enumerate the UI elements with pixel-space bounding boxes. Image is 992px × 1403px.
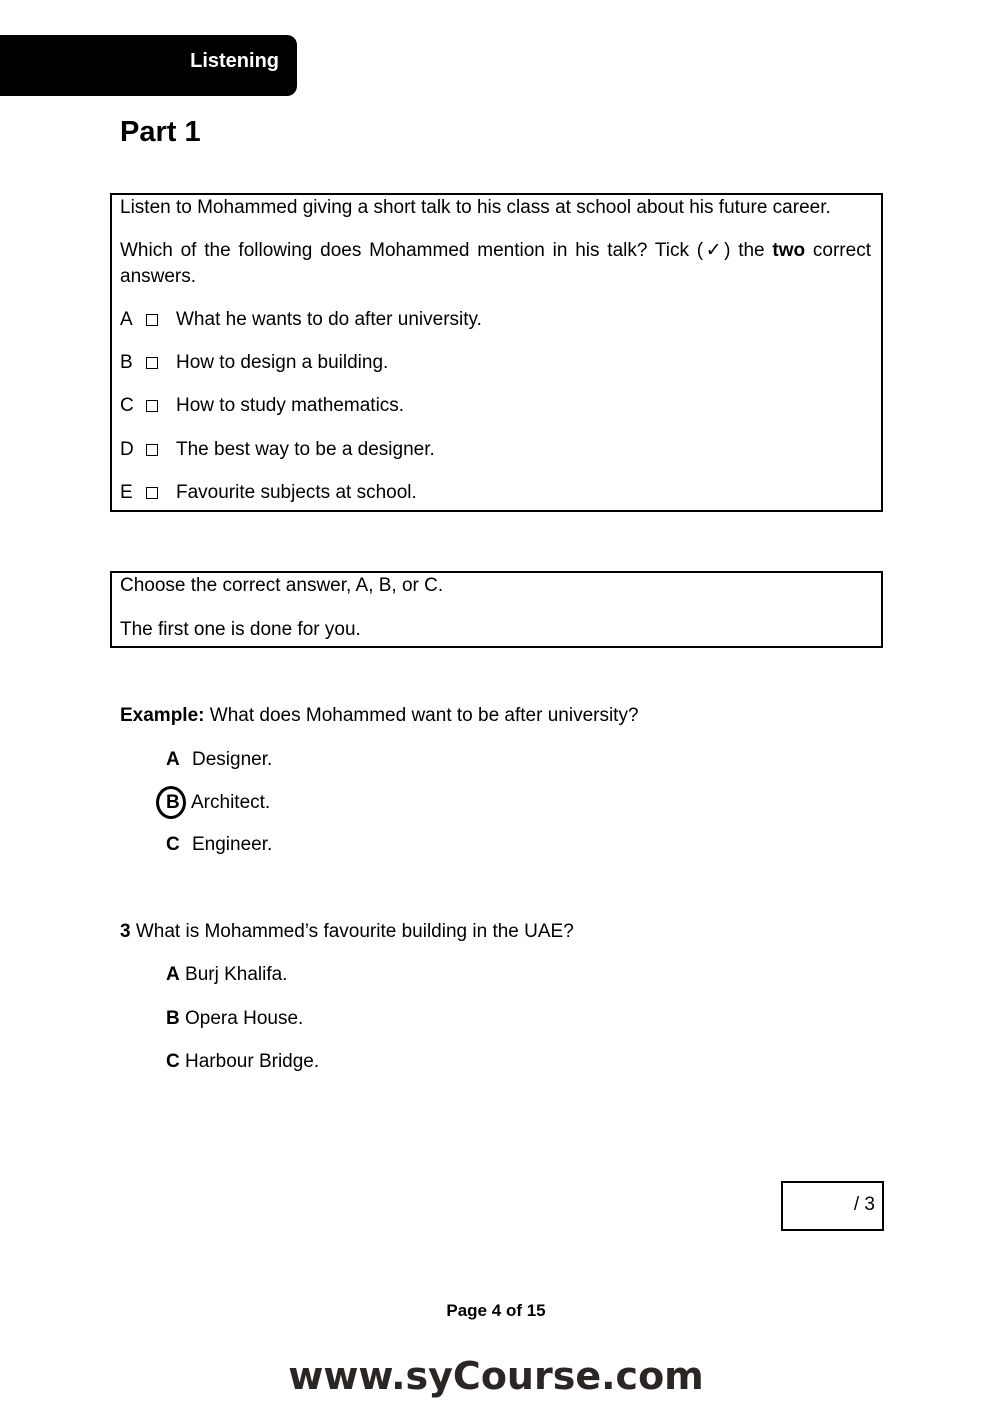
answer-text: Designer. xyxy=(192,749,273,770)
checkbox-option-a[interactable] xyxy=(146,314,158,326)
answer-text: Harbour Bridge. xyxy=(185,1051,320,1072)
example-label: Example: xyxy=(120,705,205,726)
example-answer xyxy=(166,747,272,773)
question-3 xyxy=(120,919,574,945)
task1-option xyxy=(120,350,388,376)
total-pages: 15 xyxy=(526,1301,546,1320)
question-3-answer-b[interactable] xyxy=(166,1006,303,1032)
answer-letter: A xyxy=(166,964,180,985)
checkbox-option-b[interactable] xyxy=(146,357,158,369)
task1-instruction xyxy=(120,238,871,290)
question-text: What is Mohammed’s favourite building in the UAE? xyxy=(135,921,574,942)
answer-text: Architect. xyxy=(191,792,271,813)
task2-instruction: Choose the correct answer, A, B, or C. xyxy=(120,575,444,596)
option-letter: E xyxy=(120,482,133,503)
current-page: 4 xyxy=(491,1301,502,1320)
option-text: What he wants to do after university. xyxy=(176,309,482,330)
task2-instruction: The first one is done for you. xyxy=(120,619,361,640)
option-letter: A xyxy=(120,309,133,330)
answer-text: Opera House. xyxy=(185,1008,304,1029)
checkbox-option-d[interactable] xyxy=(146,444,158,456)
task1-option xyxy=(120,437,435,463)
task1-intro: Listen to Mohammed giving a short talk to his class at school about his future career. xyxy=(120,197,831,218)
answer-letter: B xyxy=(166,792,180,813)
task1-option xyxy=(120,307,482,333)
answer-letter: B xyxy=(166,1008,180,1029)
checkbox-option-e[interactable] xyxy=(146,487,158,499)
instruction-text: correct answers. xyxy=(120,240,871,287)
score-total: / 3 xyxy=(853,1194,875,1215)
task1-option xyxy=(120,393,404,419)
tick-icon: ✓ xyxy=(703,240,725,261)
example-answer xyxy=(166,832,272,858)
example-question xyxy=(120,703,639,729)
option-text: Favourite subjects at school. xyxy=(176,482,417,503)
task2-box xyxy=(110,571,883,648)
option-letter: B xyxy=(120,352,133,373)
example-question-text: What does Mohammed want to be after university? xyxy=(209,705,639,726)
checkbox-option-c[interactable] xyxy=(146,400,158,412)
instruction-text: Which of the following does Mohammed mention in his talk? Tick ( xyxy=(120,240,704,261)
section-tab-listening xyxy=(0,35,297,96)
part-title: Part 1 xyxy=(120,116,201,148)
section-tab-label: Listening xyxy=(190,50,279,72)
watermark-url: www.syCourse.com xyxy=(288,1354,704,1398)
instruction-text: ) the xyxy=(724,240,773,261)
answer-letter: A xyxy=(166,749,180,770)
option-letter: C xyxy=(120,395,134,416)
option-text: How to study mathematics. xyxy=(176,395,405,416)
page-number xyxy=(0,1301,992,1321)
answer-text: Engineer. xyxy=(192,834,273,855)
answer-letter: C xyxy=(166,834,180,855)
answer-text: Burj Khalifa. xyxy=(185,964,288,985)
answer-letter: C xyxy=(166,1051,180,1072)
option-text: How to design a building. xyxy=(176,352,389,373)
page-of-label: of xyxy=(505,1301,522,1320)
task1-box xyxy=(110,193,883,512)
task1-option xyxy=(120,480,417,506)
question-3-answer-c[interactable] xyxy=(166,1049,319,1075)
page-label: Page xyxy=(446,1301,487,1320)
instruction-emphasis: two xyxy=(772,240,806,261)
option-text: The best way to be a designer. xyxy=(176,439,435,460)
question-number: 3 xyxy=(120,921,131,942)
option-letter: D xyxy=(120,439,134,460)
example-answer-selected xyxy=(166,790,270,816)
question-3-answer-a[interactable] xyxy=(166,962,287,988)
score-box xyxy=(781,1181,884,1231)
